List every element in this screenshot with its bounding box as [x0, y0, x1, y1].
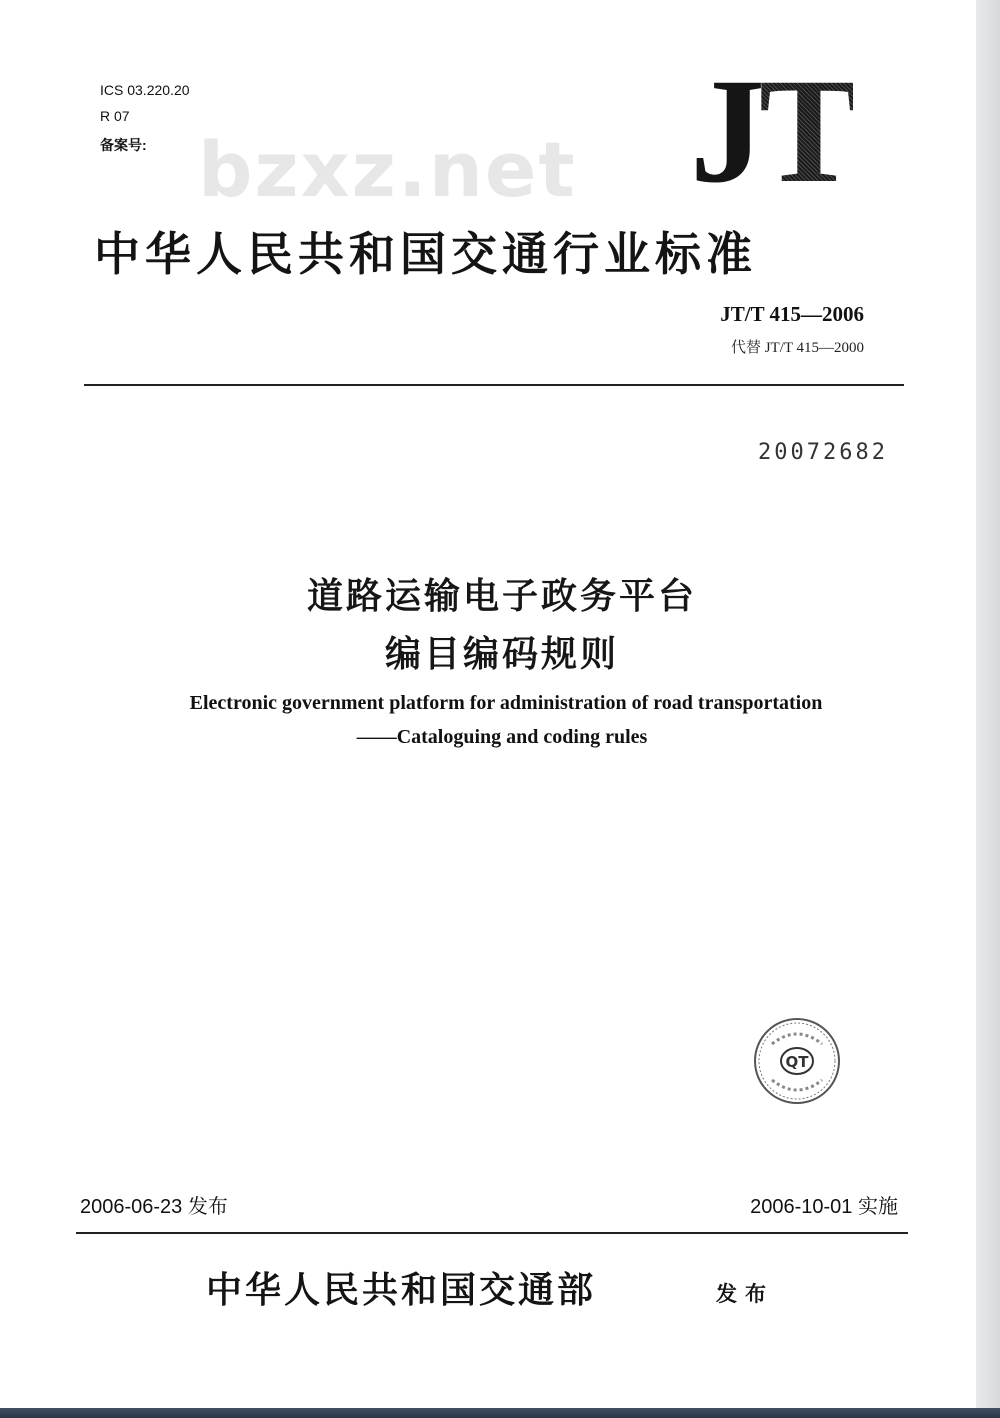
publish-label: 发布 [716, 1282, 774, 1306]
replaces-standard: 代替 JT/T 415—2000 [730, 340, 864, 356]
quality-seal-stamp [752, 1016, 842, 1106]
issue-date: 2006-06-23 发布 [80, 1196, 228, 1218]
class-code: R 07 [100, 108, 130, 124]
top-divider [84, 384, 904, 386]
standard-category-title: 中华人民共和国交通行业标准 [94, 227, 757, 281]
english-title-line-2: ——Cataloguing and coding rules [356, 726, 648, 748]
watermark: bzxz.net [198, 125, 577, 214]
chinese-title-line-2: 编目编码规则 [384, 634, 619, 675]
viewer-right-edge [976, 0, 1000, 1408]
jt-logo-j: J [690, 48, 759, 214]
jt-logo-t: T [759, 48, 854, 214]
ics-code: ICS 03.220.20 [100, 82, 190, 98]
record-number-label: 备案号: [100, 137, 147, 153]
implementation-date: 2006-10-01 实施 [750, 1196, 898, 1218]
standard-code: JT/T 415—2006 [720, 302, 864, 326]
viewer-bottom-bar [0, 1408, 1000, 1418]
chinese-title-line-1: 道路运输电子政务平台 [306, 576, 697, 617]
serial-stamp: 20072682 [758, 440, 888, 465]
bottom-divider [76, 1232, 908, 1234]
jt-logo [690, 48, 854, 214]
english-title-line-1: Electronic government platform for administration of road transportation [189, 692, 823, 714]
seal-center-text: QT [785, 1053, 809, 1071]
publisher-name: 中华人民共和国交通部 [206, 1270, 597, 1311]
